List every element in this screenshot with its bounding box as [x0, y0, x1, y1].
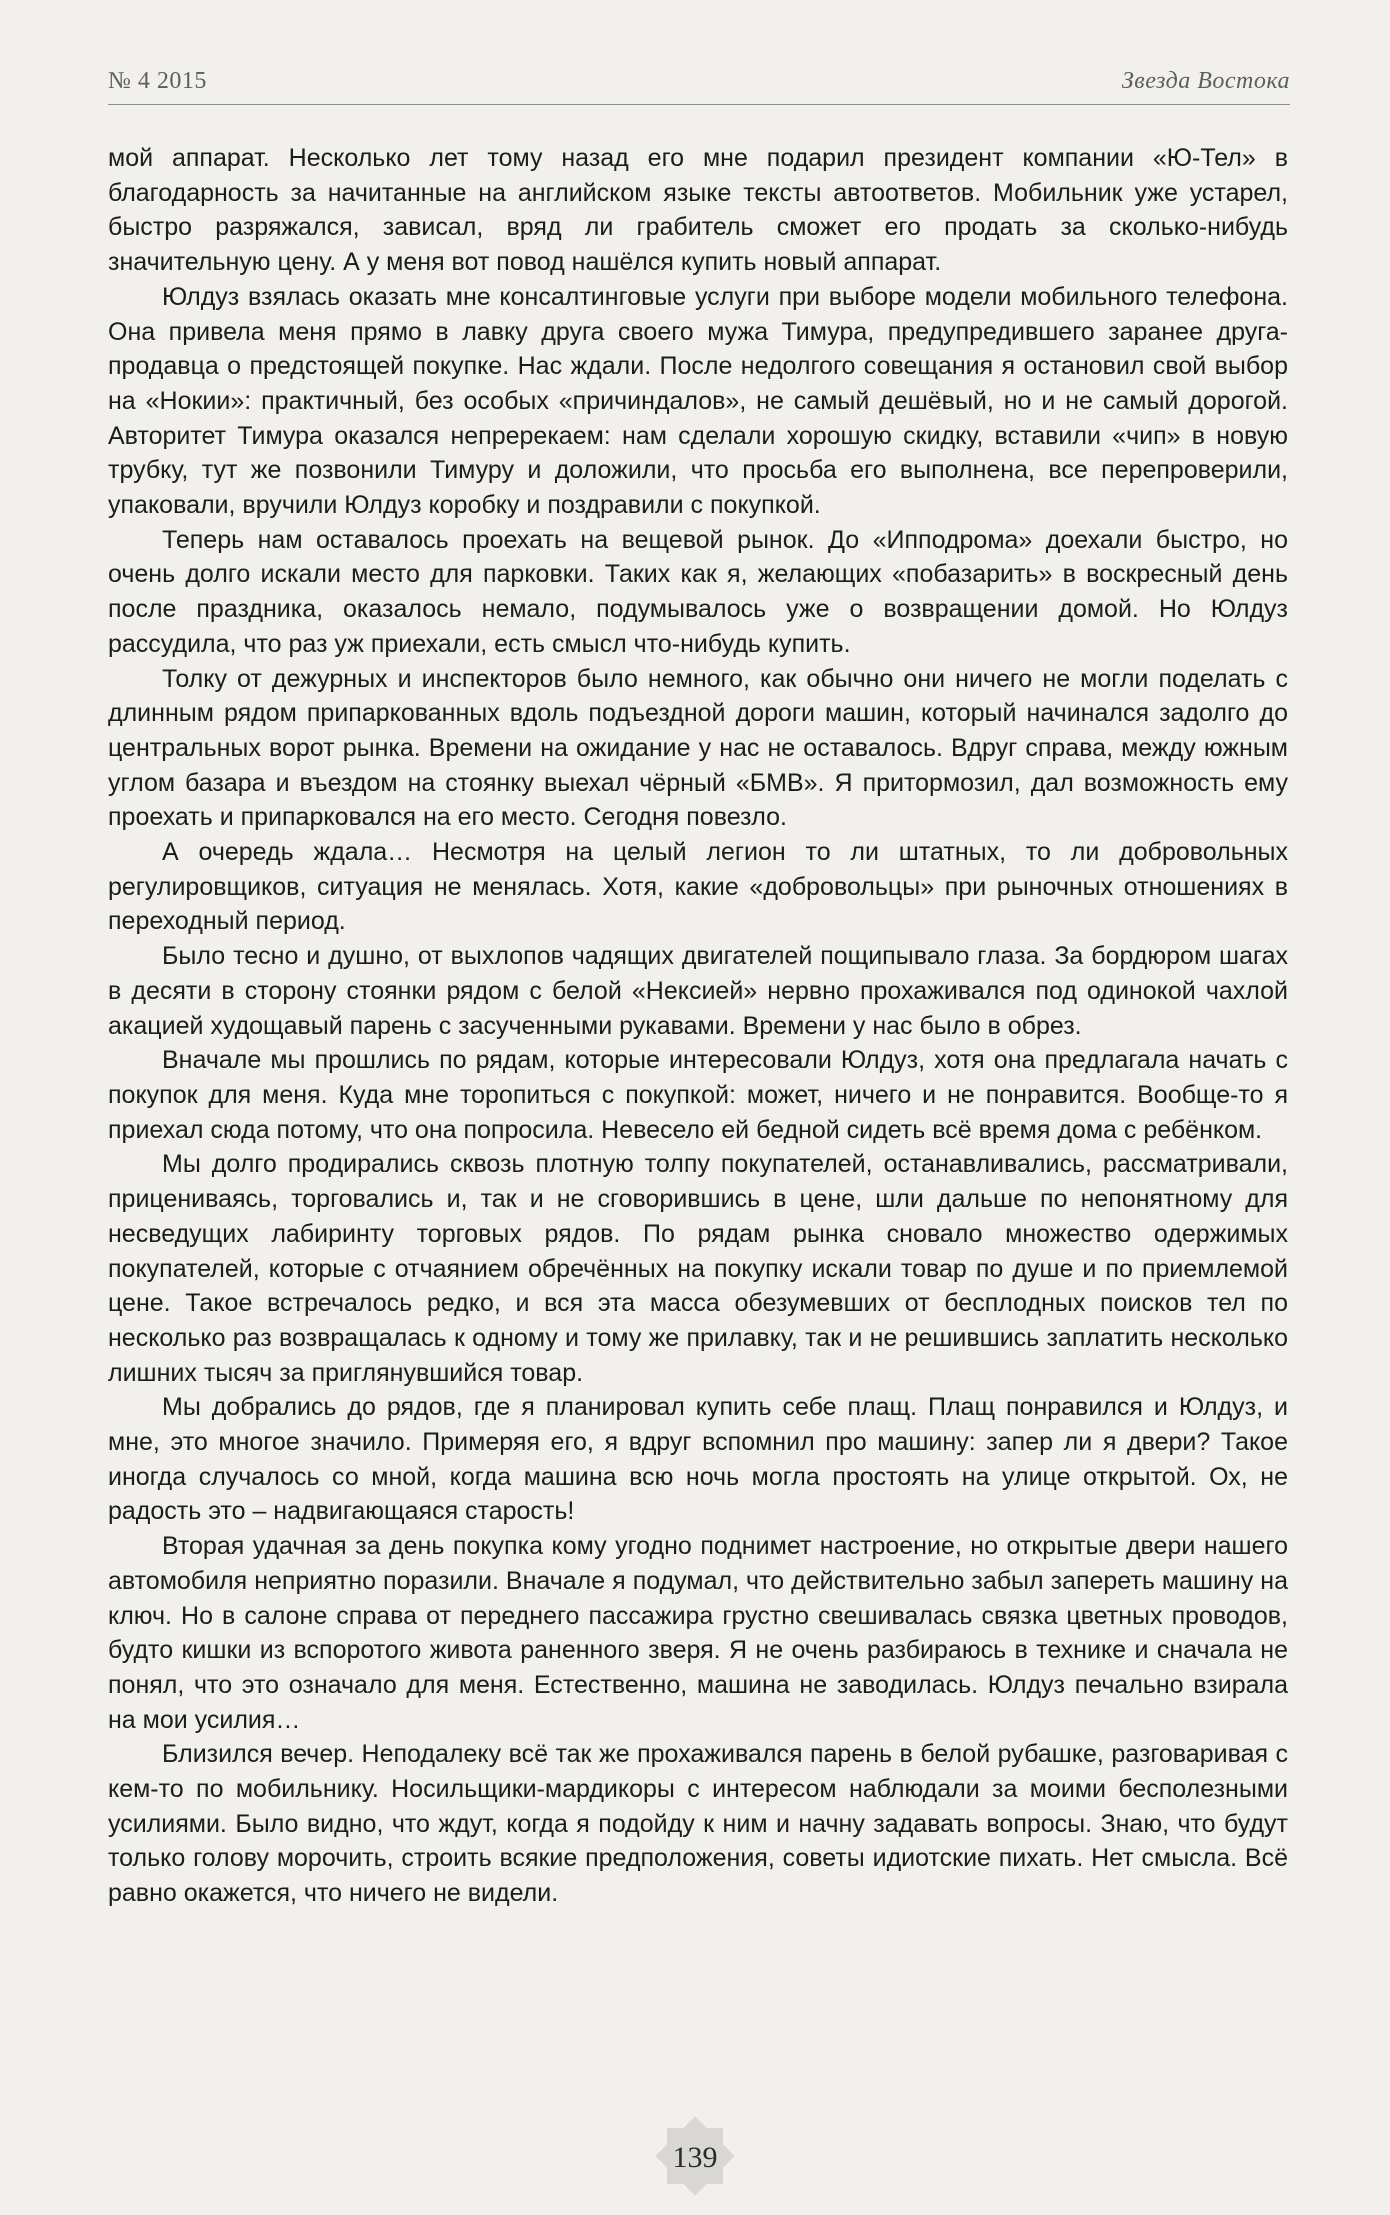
paragraph: Толку от дежурных и инспекторов было немного, как обычно они ничего не могли поделать с длинным рядом припаркованных вдоль подъездной дороги машин, который начинался задолго до центральных ворот рынка. Времени на ожидание у нас не оставалось. Вдруг справа, между южным углом базара и въездом на стоянку выехал чёрный «БМВ». Я притормозил, дал возможность ему проехать и припарковался на его место. Сегодня повезло. — [108, 664, 1288, 832]
paragraph: Было тесно и душно, от выхлопов чадящих двигателей пощипывало глаза. За бордюром шагах в десяти в сторону стоянки рядом с белой «Нексией» нервно прохаживался под одинокой чахлой акацией худощавый парень с засученными рукавами. Времени у нас было в обрез. — [108, 942, 1288, 1040]
paragraph: А очередь ждала… Несмотря на целый легион то ли штатных, то ли добровольных регулировщиков, ситуация не менялась. Хотя, какие «добровольцы» при рыночных отношениях в переходный период. — [108, 838, 1288, 936]
paragraph: мой аппарат. Несколько лет тому назад его мне подарил президент компании «Ю-Тел» в благодарность за начитанные на английском языке тексты автоответов. Мобильник уже устарел, быстро разряжался, зависал, вряд ли грабитель сможет его продать за сколько-нибудь значительную цену. А у меня вот повод нашёлся купить новый аппарат. — [108, 144, 1288, 277]
paragraph: Мы добрались до рядов, где я планировал купить себе плащ. Плащ понравился и Юлдуз, и мне, это многое значило. Примеряя его, я вдруг вспомнил про машину: запер ли я двери? Такое иногда случалось со мной, когда машина всю ночь могла простоять на улице открытой. Ох, не радость это – надвигающаяся старость! — [108, 1393, 1288, 1526]
journal-title: Звезда Востока — [1121, 68, 1290, 94]
paragraph: Мы долго продирались сквозь плотную толпу покупателей, останавливались, рассматривали, прицениваясь, торговались и, так и не сговорившись в цене, шли дальше по непонятному для несведущих лабиринту торговых рядов. По рядам рынка сновало множество одержимых покупателей, которые с отчаянием обречённых на покупку искали товар по душе и по приемлемой цене. Такое встречалось редко, и вся эта масса обезумевших от бесплодных поисков тел по несколько раз возвращалась к одному и тому же прилавку, так и не решившись заплатить несколько лишних тысяч за приглянувшийся товар. — [108, 1150, 1288, 1387]
paragraph: Вторая удачная за день покупка кому угодно поднимет настроение, но открытые двери нашего автомобиля неприятно поразили. Вначале я подумал, что действительно забыл запереть машину на ключ. Но в салоне справа от переднего пассажира грустно свешивалась связка цветных проводов, будто кишки из вспоротого живота раненного зверя. Я не очень разбираюсь в технике и сначала не понял, что это означало для меня. Естественно, машина не заводилась. Юлдуз печально взирала на мои усилия… — [108, 1532, 1288, 1734]
running-head — [108, 62, 1290, 102]
header-rule — [108, 104, 1290, 105]
paragraph: Теперь нам оставалось проехать на вещевой рынок. До «Ипподрома» доехали быстро, но очень долго искали место для парковки. Таких как я, желающих «побазарить» в воскресный день после праздника, оказалось немало, подумывалось уже о возвращении домой. Но Юлдуз рассудила, что раз уж приехали, есть смысл что-нибудь купить. — [108, 525, 1288, 658]
paragraph: Юлдуз взялась оказать мне консалтинговые услуги при выборе модели мобильного телефона. Она привела меня прямо в лавку друга своего мужа Тимура, предупредившего заранее друга-продавца о предстоящей покупке. Нас ждали. После недолгого совещания я остановил свой выбор на «Нокии»: практичный, без особых «причиндалов», не самый дешёвый, но и не самый дорогой. Авторитет Тимура оказался непререкаем: нам сделали хорошую скидку, вставили «чип» в новую трубку, тут же позвонили Тимуру и доложили, что просьба его выполнена, все перепроверили, упаковали, вручили Юлдуз коробку и поздравили с покупкой. — [108, 282, 1288, 520]
paragraph: Близился вечер. Неподалеку всё так же прохаживался парень в белой рубашке, разговаривая с кем-то по мобильнику. Носильщики-мардикоры с интересом наблюдали за моими бесполезными усилиями. Было видно, что ждут, когда я подойду к ним и начну задавать вопросы. Знаю, что будут только голову морочить, строить всякие предположения, советы идиотские пихать. Нет смысла. Всё равно окажется, что ничего не видели. — [108, 1740, 1288, 1908]
article-body — [108, 141, 1288, 1911]
page-number: 139 — [672, 2141, 718, 2174]
paragraph: Вначале мы прошлись по рядам, которые интересовали Юлдуз, хотя она предлагала начать с покупок для меня. Куда мне торопиться с покупкой: может, ничего и не понравится. Вообще-то я приехал сюда потому, что она попросила. Невесело ей бедной сидеть всё время дома с ребёнком. — [108, 1046, 1288, 1144]
page-number-badge — [647, 2108, 743, 2204]
issue-number: № 4 2015 — [108, 68, 207, 94]
